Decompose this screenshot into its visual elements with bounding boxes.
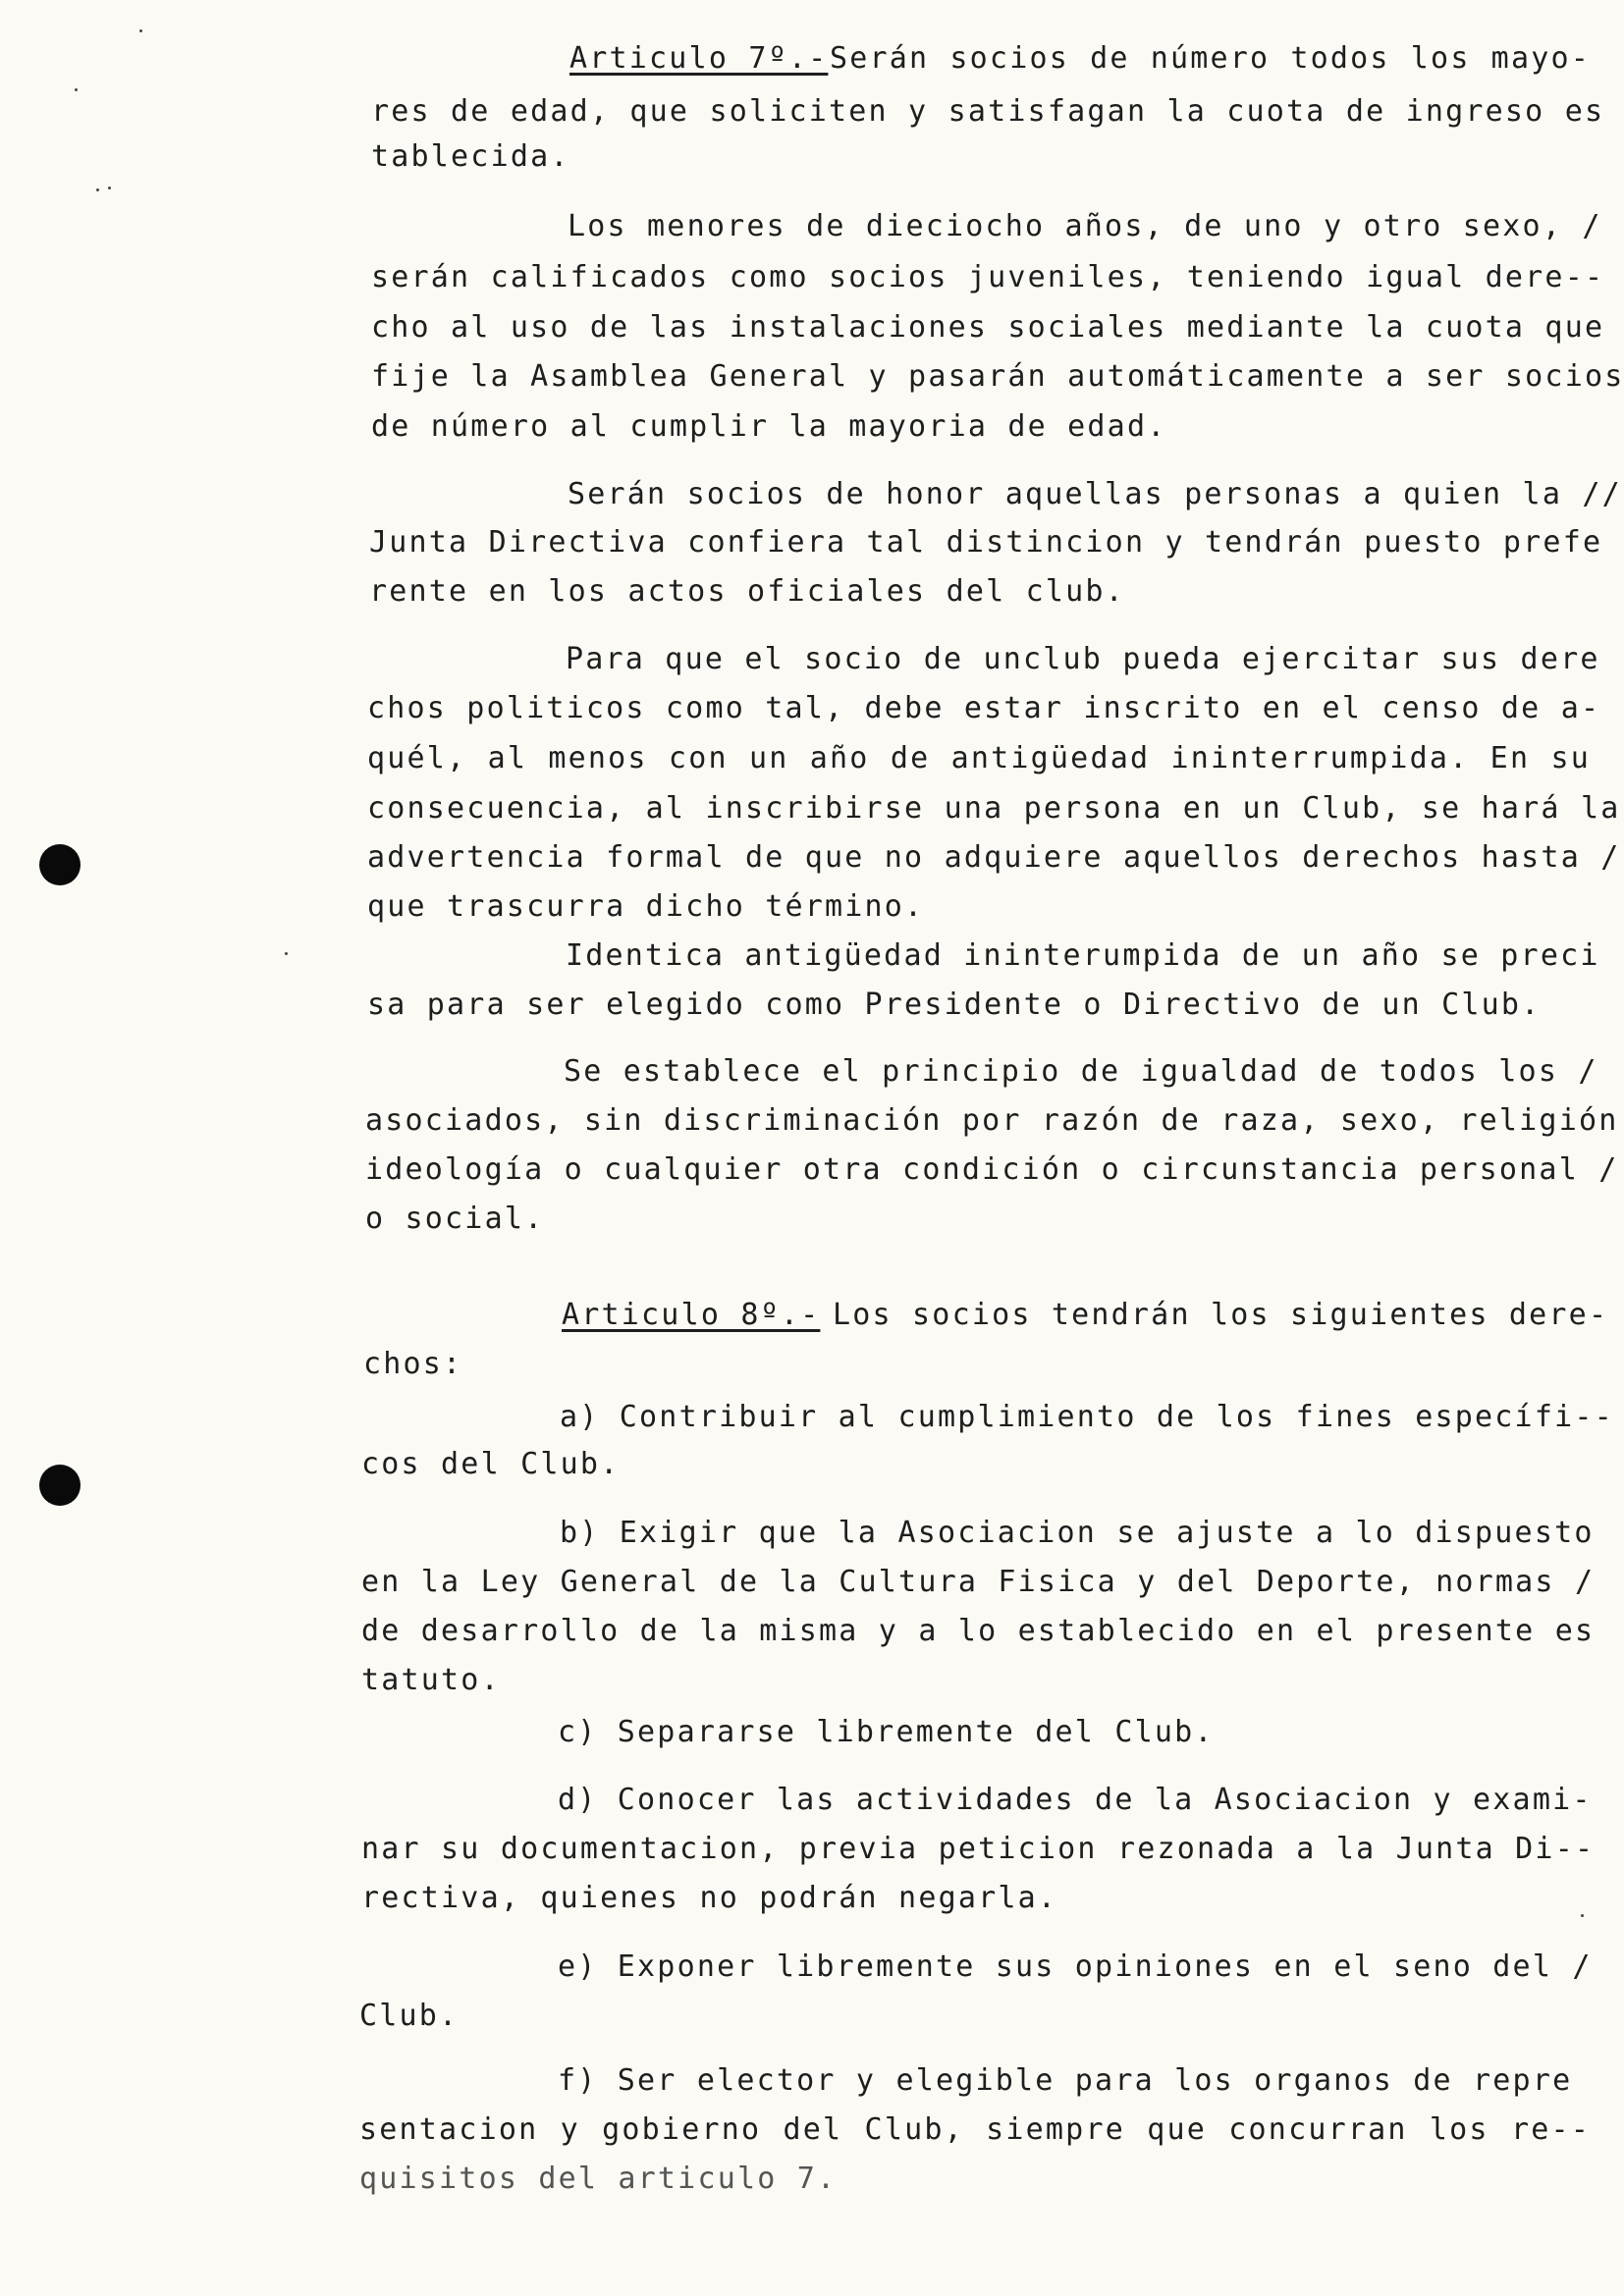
article-8-item: c) Separarse libremente del Club. — [558, 1715, 1215, 1749]
article-7-line: fije la Asamblea General y pasarán automáticamente a ser socios — [371, 359, 1624, 394]
punch-hole-bottom — [39, 1465, 81, 1506]
article-8-line: chos: — [363, 1347, 463, 1381]
article-8-line: Club. — [359, 1999, 460, 2033]
article-8-line: sentacion y gobierno del Club, siempre que concurran los re-- — [359, 2112, 1591, 2147]
article-7-line: rente en los actos oficiales del club. — [369, 574, 1125, 609]
speck — [75, 88, 78, 91]
article-7-line: sa para ser elegido como Presidente o Directivo de un Club. — [367, 988, 1542, 1022]
article-7-line: que trascurra dicho término. — [367, 889, 925, 924]
article-7-heading: Articulo 7º.- — [569, 41, 829, 76]
punch-hole-top — [39, 844, 81, 885]
article-7-line: Para que el socio de unclub pueda ejercitar sus dere — [566, 642, 1600, 676]
article-8-line: quisitos del articulo 7. — [359, 2162, 838, 2196]
article-7-line: ideología o cualquier otra condición o circunstancia personal / — [365, 1152, 1619, 1187]
article-8-line: nar su documentacion, previa peticion rezonada a la Junta Di-- — [361, 1832, 1596, 1866]
article-8-line: cos del Club. — [361, 1447, 621, 1481]
article-8-heading: Articulo 8º.- — [562, 1298, 821, 1332]
speck — [139, 29, 142, 32]
article-8-line: en la Ley General de la Cultura Fisica y del Deporte, normas / — [361, 1565, 1596, 1599]
article-8-line: rectiva, quienes no podrán negarla. — [361, 1881, 1058, 1915]
article-7-line: quél, al menos con un año de antigüedad ininterrumpida. En su — [367, 741, 1591, 775]
article-8-item: f) Ser elector y elegible para los organos de repre — [558, 2063, 1573, 2098]
article-8-line: tatuto. — [361, 1663, 501, 1697]
article-8-item: d) Conocer las actividades de la Asociacion y exami- — [558, 1783, 1593, 1817]
article-7-line: de número al cumplir la mayoria de edad. — [371, 409, 1167, 444]
article-7-line: res de edad, que soliciten y satisfagan la cuota de ingreso es — [371, 94, 1605, 129]
article-8-item: e) Exponer libremente sus opiniones en el seno del / — [558, 1949, 1593, 1984]
article-7-line: chos politicos como tal, debe estar inscrito en el censo de a- — [367, 691, 1601, 725]
article-7-line: Identica antigüedad ininterumpida de un año se preci — [566, 938, 1600, 973]
article-8-item: b) Exigir que la Asociacion se ajuste a lo dispuesto — [560, 1516, 1595, 1550]
article-8-item: a) Contribuir al cumplimiento de los fines específi-- — [560, 1400, 1614, 1434]
article-7-line: Se establece el principio de igualdad de todos los / — [564, 1054, 1598, 1089]
article-7-line: Los menores de dieciocho años, de uno y otro sexo, / — [568, 209, 1602, 243]
article-7-line: tablecida. — [371, 139, 570, 174]
speck — [108, 187, 111, 189]
article-7-line: cho al uso de las instalaciones sociales mediante la cuota que — [371, 310, 1605, 345]
article-7-line: Serán socios de número todos los mayo- — [830, 41, 1591, 76]
article-7-line: advertencia formal de que no adquiere aquellos derechos hasta / — [367, 840, 1621, 875]
article-7-line: Junta Directiva confiera tal distincion y tendrán puesto prefe — [369, 525, 1603, 560]
article-7-line: Serán socios de honor aquellas personas a quien la // — [568, 477, 1622, 511]
article-7-line: asociados, sin discriminación por razón de raza, sexo, religión — [365, 1103, 1619, 1138]
article-8-line: Los socios tendrán los siguientes dere- — [833, 1298, 1609, 1332]
article-7-line: o social. — [365, 1201, 545, 1236]
speck — [96, 188, 99, 191]
article-7-line: consecuencia, al inscribirse una persona en un Club, se hará la — [367, 791, 1621, 826]
speck — [285, 952, 288, 955]
article-8-line: de desarrollo de la misma y a lo establecido en el presente es — [361, 1614, 1596, 1648]
article-7-line: serán calificados como socios juveniles, teniendo igual dere-- — [371, 260, 1605, 294]
speck — [1581, 1914, 1584, 1917]
